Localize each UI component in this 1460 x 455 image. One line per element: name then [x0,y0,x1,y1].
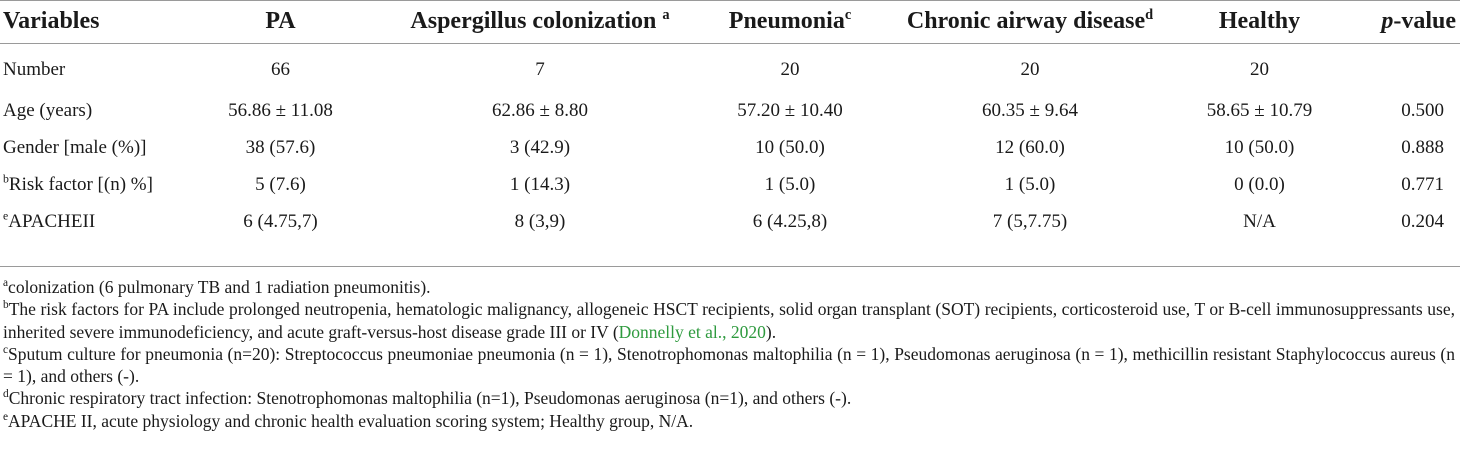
cell-chronic-airway: 7 (5,7.75) [992,210,1068,232]
header-asp-text: Aspergillus colonization [410,7,657,34]
cell-pa: 5 (7.6) [255,173,306,195]
cell-pneumonia: 6 (4.25,8) [752,210,828,232]
cell-aspergillus: 3 (42.9) [509,136,571,158]
cell-p-value [1335,42,1460,92]
cell-chronic-airway: 12 (60.0) [995,136,1065,158]
cell-pa: 66 [271,59,290,80]
table-row [0,129,1460,166]
row-label [0,42,185,92]
footnote-text: APACHE II, acute physiology and chronic health evaluation scoring system; Healthy group, N/A. [8,410,694,431]
cell-healthy: N/A [1243,210,1276,232]
header-pa: PA [265,7,296,34]
header-pneumonia [704,0,876,42]
table-bottom-rule [0,266,1460,267]
cell-healthy: 10 (50.0) [1224,136,1295,158]
cell-chronic-airway: 20 [1020,59,1040,80]
header-variables: Variables [3,7,100,34]
row-label-marker: e [3,209,9,223]
cell-chronic-airway: 1 (5.0) [1004,173,1056,195]
footnote-marker-c: c [844,6,852,23]
footnote-c [3,343,1455,388]
header-chronic-airway-disease [876,0,1184,42]
table-footnotes [3,276,1455,432]
cell-p-value: 0.771 [1401,173,1444,195]
row-label-text: Risk factor [(n) %] [8,173,153,195]
row-label [0,203,185,240]
cell-healthy: 58.65 ± 10.79 [1206,99,1313,121]
row-label-marker: b [3,172,9,186]
header-cad-text: Chronic airway disease [906,7,1146,34]
footnote-a [3,276,1455,298]
cell-aspergillus: 7 [535,59,545,80]
cell-pneumonia: 20 [780,59,800,80]
table-row [0,92,1460,129]
header-pneu-text: Pneumonia [728,7,845,34]
footnote-text: colonization (6 pulmonary TB and 1 radiation pneumonitis). [8,277,431,297]
footnote-e [3,410,1455,432]
table-row [0,166,1460,203]
footnote-text: The risk factors for PA include prolonged neutropenia, hematologic malignancy, allogeneic HSCT recipients, solid organ transplant (SOT) recipients, corticosteroid use, T or B-cell immunosuppressants use, inherited severe immunodeficiency, and acute graft-versus-host disease grade III or IV ( [3,299,1455,342]
header-p-italic: p [1381,7,1394,34]
cell-chronic-airway: 60.35 ± 9.64 [982,99,1078,121]
footnote-marker-a: a [662,6,670,23]
footnote-marker-d: d [1145,6,1154,23]
row-label-text: Number [3,59,66,80]
cell-p-value: 0.500 [1401,99,1444,121]
footnote-marker: a [3,277,9,290]
footnote-marker: c [3,344,9,357]
cell-pneumonia: 57.20 ± 10.40 [737,99,843,121]
cell-pa: 38 (57.6) [245,136,316,158]
cell-pa: 56.86 ± 11.08 [228,99,333,121]
cell-healthy: 20 [1250,59,1269,80]
header-aspergillus-colonization [376,0,704,42]
table-row [0,42,1460,92]
row-label [0,166,185,203]
cell-pneumonia: 1 (5.0) [764,173,816,195]
citation-link-donnelly[interactable]: Donnelly et al., 2020 [618,321,766,342]
table-row [0,203,1460,240]
header-healthy: Healthy [1218,7,1301,34]
cell-aspergillus: 8 (3,9) [514,210,566,232]
footnote-marker: d [3,388,9,401]
cell-pneumonia: 10 (50.0) [755,136,825,158]
footnote-text: Chronic respiratory tract infection: Stenotrophomonas maltophilia (n=1), Pseudomonas aeruginosa (n=1), and others (-). [8,388,852,409]
footnote-text: Sputum culture for pneumonia (n=20): Streptococcus pneumoniae pneumonia (n = 1), Stenotrophomonas maltophilia (n = 1), Pseudomonas aeruginosa (n = 1), methicillin resistant Staphylococcus aureus (n = 1), and others (-). [3,343,1455,387]
cell-p-value: 0.204 [1401,210,1444,232]
footnote-marker: e [3,410,9,423]
row-label-text: Age (years) [3,99,93,121]
footnote-b [3,298,1455,343]
cell-pa: 6 (4.75,7) [243,210,318,232]
header-p-value [1335,0,1460,42]
cell-aspergillus: 62.86 ± 8.80 [492,99,588,121]
cell-aspergillus: 1 (14.3) [509,173,571,195]
footnote-d [3,387,1455,409]
footnote-text-end: ). [765,321,777,342]
table-header-row [0,0,1460,42]
cell-p-value: 0.888 [1401,136,1444,158]
row-label [0,92,185,129]
cell-healthy: 0 (0.0) [1234,173,1285,195]
row-label-text: APACHEII [8,210,96,232]
footnote-marker: b [3,299,9,312]
row-label [0,129,185,166]
row-label-text: Gender [male (%)] [3,136,147,158]
header-p-rest: -value [1393,7,1456,34]
